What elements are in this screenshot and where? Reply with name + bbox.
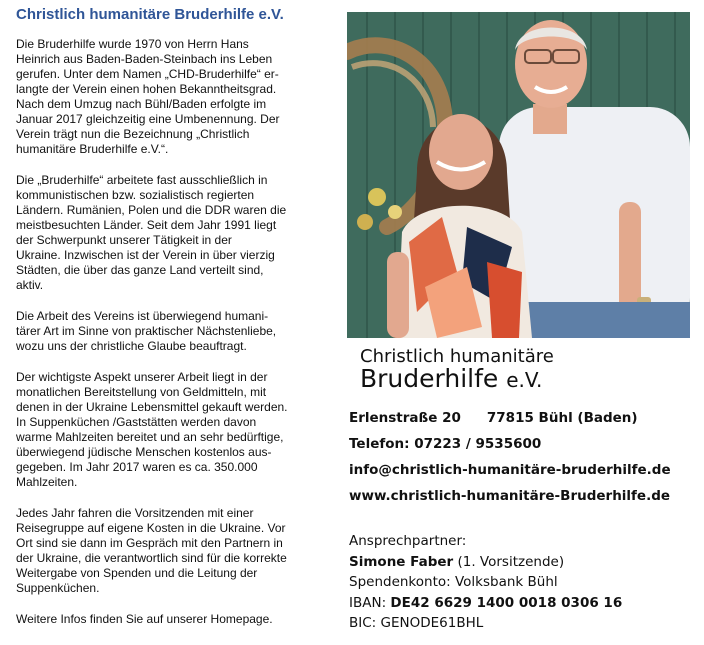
text-line: meistbesuchten Länder. Seit dem Jahr 1991 liegt <box>16 218 277 232</box>
text-line: humanitäre Bruderhilfe e.V.“. <box>16 142 169 156</box>
text-line: aktiv. <box>16 278 44 292</box>
contact-person <box>349 552 699 573</box>
text-line: Weitere Infos finden Sie auf unserer Homepage. <box>16 612 273 626</box>
donation-account: Spendenkonto: Volksbank Bühl <box>349 574 558 590</box>
organization-logo <box>360 346 650 393</box>
text-line: der Schwerpunkt unserer Tätigkeit in der <box>16 233 232 247</box>
chairpersons-photo <box>347 12 690 338</box>
text-line: langte der Verein einen hohen Bekanntheitsgrad. <box>16 82 277 96</box>
paragraph-homepage <box>16 612 316 627</box>
website-link[interactable]: www.christlich-humanitäre-Bruderhilfe.de <box>349 488 671 504</box>
text-line: Städten, die über das ganze Land verteilt sind, <box>16 263 264 277</box>
iban-value: DE42 6629 1400 0018 0306 16 <box>390 594 623 611</box>
text-line: Ländern. Rumänien, Polen und die DDR waren die <box>16 203 287 217</box>
logo-line-2 <box>360 364 650 393</box>
text-line: wozu uns der christliche Glaube beauftragt. <box>16 339 247 353</box>
person-name: Simone Faber <box>349 553 454 570</box>
text-line: tärer Art im Sinne von praktischer Nächstenliebe, <box>16 324 277 338</box>
email-link[interactable]: info@christlich-humanitäre-bruderhilfe.de <box>349 462 671 478</box>
iban-label: IBAN: <box>349 594 387 611</box>
street: Erlenstraße 20 <box>349 410 461 426</box>
text-line: Ort sind sie dann im Gespräch mit den Partnern in <box>16 536 283 550</box>
text-line: denen in der Ukraine Lebensmittel gekauft werden. <box>16 400 288 414</box>
text-line: Die „Bruderhilfe“ arbeitete fast ausschließlich in <box>16 173 268 187</box>
address-line <box>349 410 699 436</box>
text-line: Ukraine. Inzwischen ist der Verein in über vierzig <box>16 248 275 262</box>
person-role: (1. Vorsitzende) <box>457 553 565 570</box>
iban-line <box>349 593 699 614</box>
text-line: gerufen. Unter dem Namen „CHD-Bruderhilfe“ er- <box>16 67 279 81</box>
text-line: Heinrich aus Baden-Baden-Steinbach ins Leben <box>16 52 273 66</box>
paragraph-aid <box>16 370 316 490</box>
text-line: Weitergabe von Spenden und die Leitung der <box>16 566 258 580</box>
text-line: Januar 2017 gleichzeitig eine Umbenennung. Der <box>16 112 280 126</box>
text-line: Jedes Jahr fahren die Vorsitzenden mit einer <box>16 506 254 520</box>
text-line: Mahlzeiten. <box>16 475 78 489</box>
text-line: Reisegruppe auf eigene Kosten in die Ukraine. Vor <box>16 521 286 535</box>
text-line: warme Mahlzeiten bereitet und an sehr bedürftige, <box>16 430 284 444</box>
contact-label: Ansprechpartner: <box>349 533 467 549</box>
text-line: monatlichen Bereitstellung von Geldmitteln, mit <box>16 385 267 399</box>
contact-person-block <box>349 531 699 634</box>
text-line: kommunistischen bzw. sozialistisch regierten <box>16 188 255 202</box>
paragraph-mission <box>16 309 316 354</box>
paragraph-countries <box>16 173 316 293</box>
contact-block <box>349 410 699 514</box>
text-line: Die Arbeit des Vereins ist überwiegend humani- <box>16 309 269 323</box>
paragraph-travel <box>16 506 316 596</box>
text-line: Verein trägt nun die Bezeichnung „Christlich <box>16 127 250 141</box>
paragraph-history <box>16 37 316 157</box>
phone: Telefon: 07223 / 9535600 <box>349 436 542 452</box>
page-title: Christlich humanitäre Bruderhilfe e.V. <box>16 6 284 23</box>
logo-line-1: Christlich humanitäre <box>360 346 554 367</box>
article <box>16 6 316 643</box>
text-line: Nach dem Umzug nach Bühl/Baden erfolgte im <box>16 97 267 111</box>
text-line: der Ukraine, die verantwortlich sind für die korrekte <box>16 551 287 565</box>
text-line: Der wichtigste Aspekt unserer Arbeit liegt in der <box>16 370 268 384</box>
text-line: Suppenküchen. <box>16 581 100 595</box>
city: 77815 Bühl (Baden) <box>486 410 638 426</box>
text-line: gegeben. Im Jahr 2017 waren es ca. 350.000 <box>16 460 258 474</box>
text-line: Die Bruderhilfe wurde 1970 von Herrn Hans <box>16 37 249 51</box>
text-line: In Suppenküchen /Gaststätten werden davon <box>16 415 257 429</box>
logo-suffix: e.V. <box>506 368 543 392</box>
logo-name: Bruderhilfe <box>360 364 499 393</box>
bic: BIC: GENODE61BHL <box>349 615 484 631</box>
text-line: überwiegend jüdische Menschen kostenlos aus- <box>16 445 272 459</box>
